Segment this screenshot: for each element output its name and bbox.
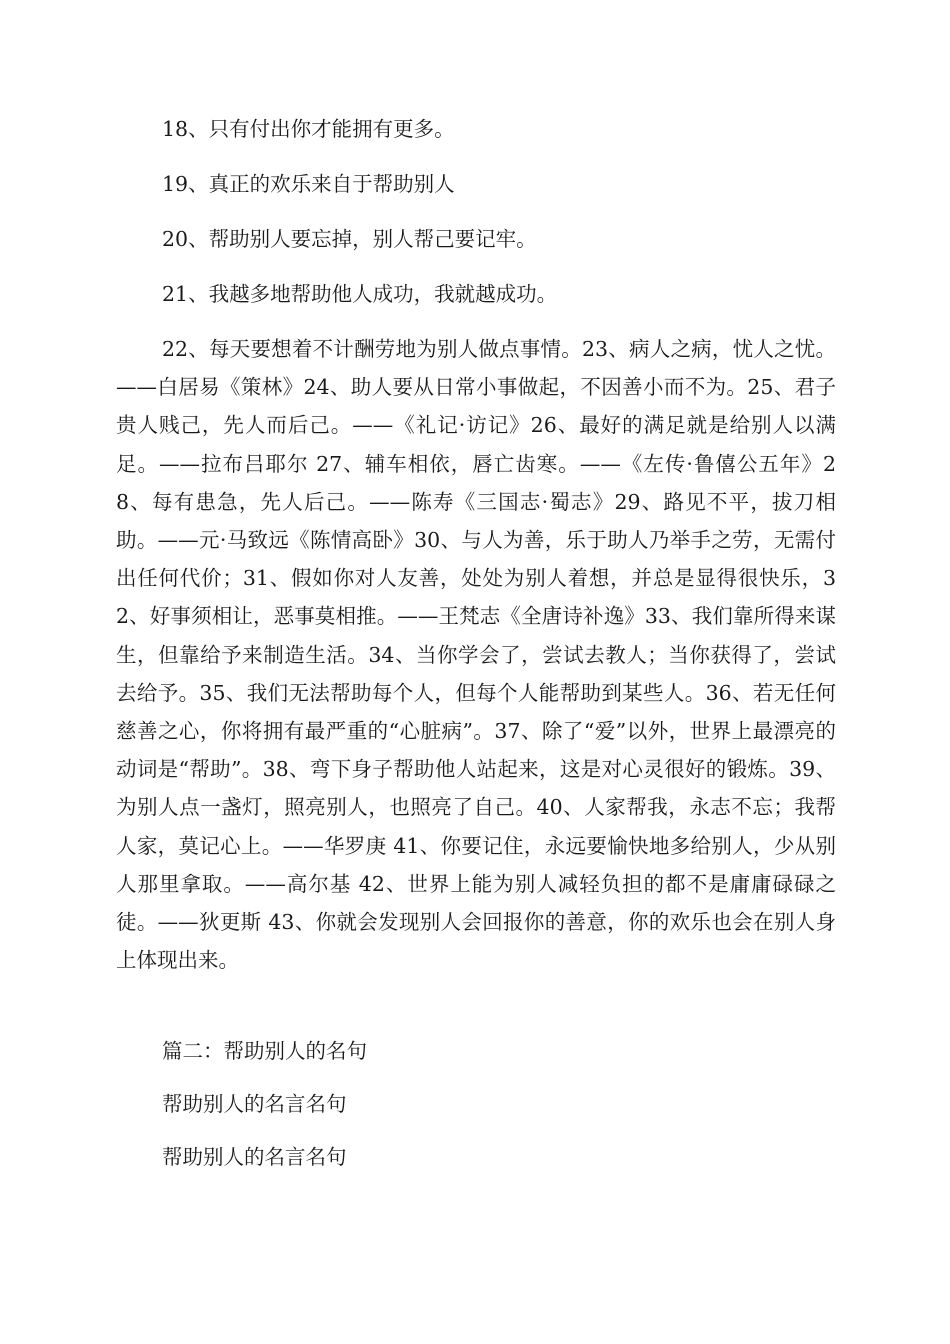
subtitle-line-2: 帮助别人的名言名句 xyxy=(162,1145,347,1169)
quote-line-19: 19、真正的欢乐来自于帮助别人 xyxy=(162,172,455,196)
subtitle-line-1: 帮助别人的名言名句 xyxy=(162,1092,347,1116)
quote-line-18: 18、只有付出你才能拥有更多。 xyxy=(162,117,455,141)
quote-paragraph-22-43: 22、每天要想着不计酬劳地为别人做点事情。23、病人之病，忧人之忧。——白居易《策林》24、助人要从日常小事做起，不因善小而不为。25、君子贵人贱己，先人而后己。——《礼记·访记》26、最好的满足就是给别人以满足。——拉布吕耶尔 27、辅车相依，唇亡齿寒。——《左传·鲁僖公五年》28、每有患急，先人后己。——陈寿《三国志·蜀志》29、路见不平，拔刀相助。——元·马致远《陈情高卧》30、与人为善，乐于助人乃举手之劳，无需付出任何代价；31、假如你对人友善，处处为别人着想，并总是显得很快乐，32、好事须相让，恶事莫相推。——王梵志《全唐诗补逸》33、我们靠所得来谋生，但靠给予来制造生活。34、当你学会了，尝试去教人；当你获得了，尝试去给予。35、我们无法帮助每个人，但每个人能帮助到某些人。36、若无任何慈善之心，你将拥有最严重的“心脏病”。37、除了“爱”以外，世界上最漂亮的动词是“帮助”。38、弯下身子帮助他人站起来，这是对心灵很好的锻炼。39、为别人点一盏灯，照亮别人，也照亮了自己。40、人家帮我，永志不忘；我帮人家，莫记心上。——华罗庚 41、你要记住，永远要愉快地多给别人，少从别人那里拿取。——高尔基 42、世界上能为别人减轻负担的都不是庸庸碌碌之徒。——狄更斯 43、你就会发现别人会回报你的善意，你的欢乐也会在别人身上体现出来。 xyxy=(116,337,836,973)
section-heading: 篇二：帮助别人的名句 xyxy=(162,1039,367,1063)
quote-line-20: 20、帮助别人要忘掉，别人帮己要记牢。 xyxy=(162,227,537,251)
quote-line-21: 21、我越多地帮助他人成功，我就越成功。 xyxy=(162,282,558,306)
